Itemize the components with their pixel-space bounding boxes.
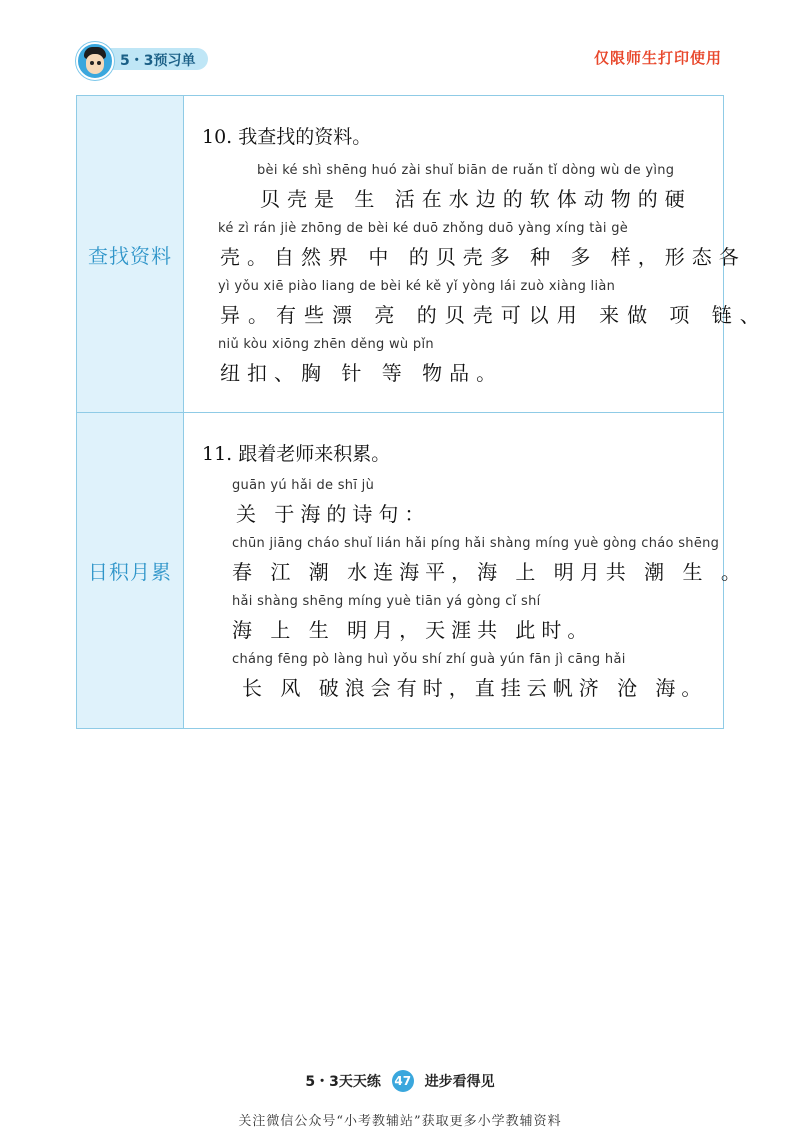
- section-row-accumulate: [77, 412, 747, 728]
- pinyin-line: bèi ké shì shēng huó zài shuǐ biān de ruǎn tǐ dòng wù de yìng: [257, 163, 675, 178]
- section-content: [184, 96, 768, 412]
- hanzi-line: 关 于海的诗句：: [236, 502, 431, 526]
- badge-label: 5・3预习单: [120, 53, 196, 69]
- footer-left: 5・3天天练: [305, 1074, 381, 1090]
- text-line: [202, 279, 768, 337]
- hanzi-line: 贝壳是 生 活在水边的软体动物的硬: [260, 187, 692, 211]
- mascot-icon: [76, 42, 114, 80]
- pinyin-line: hǎi shàng shēng míng yuè tiān yá gòng cǐ shí: [232, 594, 541, 609]
- page-footer: [0, 1070, 800, 1092]
- hanzi-line: 异。有些漂 亮 的贝壳可以用 来做 项 链、: [220, 303, 768, 327]
- section-content: [184, 413, 747, 728]
- text-line: [202, 478, 723, 536]
- hanzi-line: 海 上 生 明月，天涯共 此时。: [232, 618, 594, 642]
- category-label: 查找资料: [77, 96, 184, 412]
- pinyin-line: cháng fēng pò làng huì yǒu shí zhí guà yún fān jì cāng hǎi: [232, 652, 626, 667]
- category-label: 日积月累: [77, 413, 184, 728]
- pinyin-line: chūn jiāng cháo shuǐ lián hǎi píng hǎi shàng míng yuè gòng cháo shēng: [232, 536, 720, 551]
- footer-right: 进步看得见: [424, 1074, 495, 1090]
- worksheet-table: [76, 95, 768, 729]
- question-title: 11. 跟着老师来积累。: [202, 443, 391, 465]
- text-line: [202, 221, 746, 279]
- pinyin-line: yì yǒu xiē piào liang de bèi ké kě yǐ yòng lái zuò xiàng liàn: [218, 279, 616, 294]
- text-line: [202, 163, 723, 221]
- hanzi-line: 春 江 潮 水连海平，海 上 明月共 潮 生 。: [232, 560, 747, 584]
- print-notice: 仅限师生打印使用: [593, 49, 722, 67]
- text-line: [202, 337, 723, 395]
- bottom-note: 关注微信公众号“小考教辅站”获取更多小学教辅资料: [238, 1114, 562, 1129]
- hanzi-line: 纽扣、胸 针 等 物品。: [220, 361, 504, 385]
- pinyin-line: niǔ kòu xiōng zhēn děng wù pǐn: [218, 337, 434, 352]
- hanzi-line: 壳。自然界 中 的贝壳多 种 多 样，形态各: [220, 245, 746, 269]
- pinyin-line: ké zì rán jiè zhōng de bèi ké duō zhǒng duō yàng xíng tài gè: [218, 221, 629, 236]
- text-line: [202, 594, 723, 652]
- text-line: [202, 536, 747, 594]
- question-title: 10. 我查找的资料。: [202, 126, 372, 148]
- page-number: 47: [392, 1070, 414, 1092]
- hanzi-line: 长 风 破浪会有时，直挂云帆济 沧 海。: [242, 676, 708, 700]
- text-line: [202, 652, 723, 710]
- pinyin-line: guān yú hǎi de shī jù: [232, 478, 375, 493]
- section-row-research: [77, 96, 768, 412]
